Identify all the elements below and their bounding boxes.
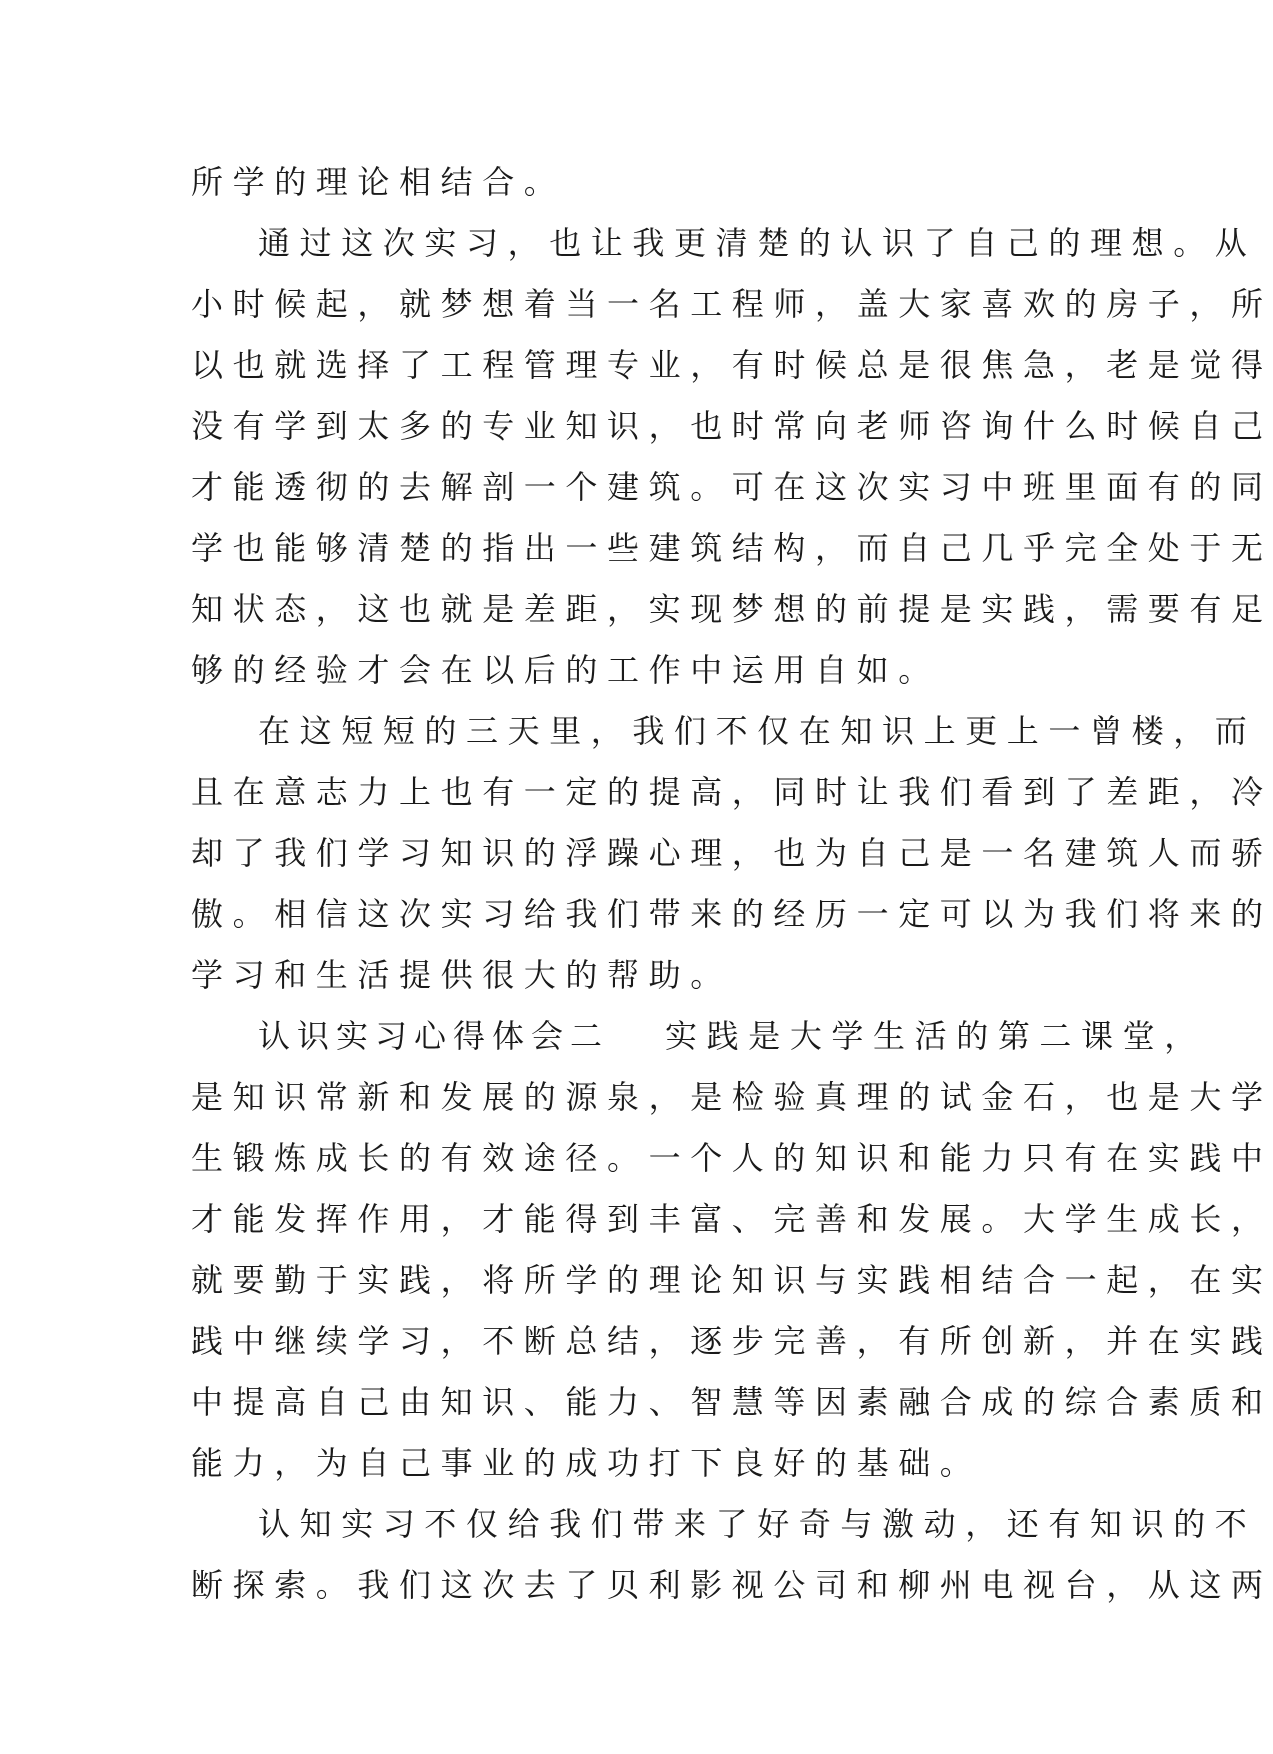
section-heading: 认识实习心得体会二	[258, 1017, 610, 1055]
text-line: 没有学到太多的专业知识，也时常向老师咨询什么时候自己	[191, 407, 1273, 445]
text-line: 中提高自己由知识、能力、智慧等因素融合成的综合素质和	[191, 1383, 1273, 1421]
document-body	[191, 152, 1273, 1616]
paragraph-three-days	[191, 701, 1273, 1006]
text-line: 才能透彻的去解剖一个建筑。可在这次实习中班里面有的同	[191, 468, 1273, 506]
text-line: 傲。相信这次实习给我们带来的经历一定可以为我们将来的	[191, 895, 1273, 933]
text-line: 在这短短的三天里，我们不仅在知识上更上一曾楼，而	[258, 712, 1257, 750]
text-line: 够的经验才会在以后的工作中运用自如。	[191, 651, 940, 689]
text-run: 实践是大学生活的第二课堂，	[665, 1017, 1206, 1055]
heading-line	[191, 1006, 1206, 1067]
text-line: 断探索。我们这次去了贝利影视公司和柳州电视台，从这两	[191, 1566, 1273, 1604]
text-line: 以也就选择了工程管理专业，有时候总是很焦急，老是觉得	[191, 346, 1273, 384]
text-line: 通过这次实习，也让我更清楚的认识了自己的理想。从	[258, 224, 1257, 262]
paragraph-continuation	[191, 152, 1051, 213]
paragraph-cognitive-internship	[191, 1494, 1273, 1616]
text-line: 认知实习不仅给我们带来了好奇与激动，还有知识的不	[258, 1505, 1257, 1543]
text-line: 知状态，这也就是差距，实现梦想的前提是实践，需要有足	[191, 590, 1273, 628]
paragraph-ideals	[191, 213, 1273, 701]
paragraph-experience-two	[191, 1006, 1273, 1494]
text-line: 学习和生活提供很大的帮助。	[191, 956, 732, 994]
text-line: 却了我们学习知识的浮躁心理，也为自己是一名建筑人而骄	[191, 834, 1273, 872]
text-line: 生锻炼成长的有效途径。一个人的知识和能力只有在实践中	[191, 1139, 1273, 1177]
text-line: 是知识常新和发展的源泉，是检验真理的试金石，也是大学	[191, 1078, 1273, 1116]
text-line: 就要勤于实践，将所学的理论知识与实践相结合一起，在实	[191, 1261, 1273, 1299]
text-line: 小时候起，就梦想着当一名工程师，盖大家喜欢的房子，所	[191, 285, 1273, 323]
text-line: 践中继续学习，不断总结，逐步完善，有所创新，并在实践	[191, 1322, 1273, 1360]
text-line: 能力，为自己事业的成功打下良好的基础。	[191, 1444, 982, 1482]
text-line: 且在意志力上也有一定的提高，同时让我们看到了差距，冷	[191, 773, 1273, 811]
text-line: 才能发挥作用，才能得到丰富、完善和发展。大学生成长，	[191, 1200, 1273, 1238]
text-line: 学也能够清楚的指出一些建筑结构，而自己几乎完全处于无	[191, 529, 1273, 567]
text-line: 所学的理论相结合。	[191, 163, 566, 201]
